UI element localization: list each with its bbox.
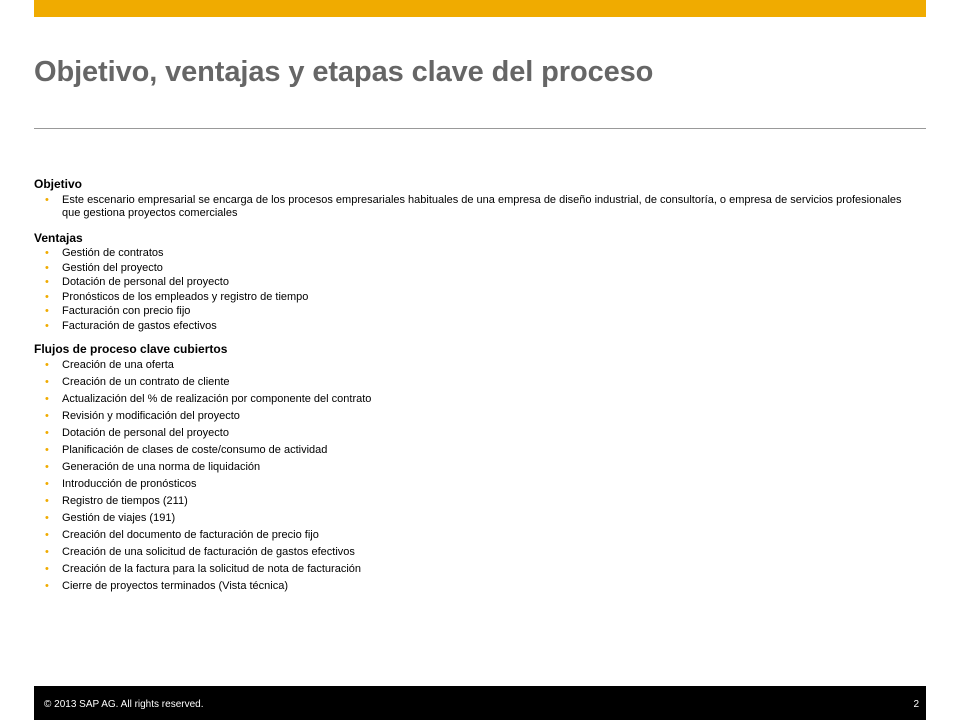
bullet-dot-icon: • [45,563,49,575]
page-number: 2 [913,699,919,710]
bullet-dot-icon: • [45,305,49,317]
list-item-text: Facturación con precio fijo [62,305,191,317]
list-item [34,580,914,593]
list-item-text: Creación de una solicitud de facturación de gastos efectivos [62,546,355,558]
copyright-text: © 2013 SAP AG. All rights reserved. [44,699,204,710]
list-item [34,277,914,288]
list-item [34,427,914,440]
list-item-text: Revisión y modificación del proyecto [62,410,240,422]
list-item-text: Creación del documento de facturación de precio fijo [62,529,319,541]
slide-content [34,178,914,605]
footer-bar [34,686,926,720]
bullet-dot-icon: • [45,410,49,422]
list-item [34,546,914,559]
bullet-list [34,359,914,593]
bullet-dot-icon: • [45,546,49,558]
list-item [34,321,914,332]
list-item [34,410,914,423]
list-item-text: Este escenario empresarial se encarga de los procesos empresariales habituales de una empresa de diseño industrial, de consultoría, o empresa de servicios profesionales que gestiona proyectos comerciales [62,194,902,219]
list-item [34,194,914,220]
bullet-list [34,194,914,220]
section-objetivo [34,178,914,220]
list-item [34,376,914,389]
list-item-text: Creación de la factura para la solicitud de nota de facturación [62,563,362,575]
bullet-dot-icon: • [45,247,49,259]
list-item-text: Cierre de proyectos terminados (Vista técnica) [62,580,289,592]
bullet-dot-icon: • [45,512,49,524]
list-item-text: Gestión de viajes (191) [62,512,176,524]
list-item-text: Gestión del proyecto [62,261,163,274]
bullet-dot-icon: • [45,376,49,388]
list-item-text: Creación de una oferta [62,359,174,371]
section-heading: Ventajas [34,231,83,245]
list-item-text: Pronósticos de los empleados y registro de tiempo [62,290,309,303]
list-item [34,393,914,406]
list-item [34,495,914,508]
bullet-dot-icon: • [45,427,49,439]
list-item-text: Dotación de personal del proyecto [62,276,229,288]
list-item [34,306,914,317]
slide-title: Objetivo, ventajas y etapas clave del proceso [34,56,654,88]
bullet-dot-icon: • [45,478,49,490]
bullet-dot-icon: • [45,359,49,371]
list-item-text: Facturación de gastos efectivos [62,319,217,332]
list-item [34,529,914,542]
section-flujos [34,343,914,593]
section-heading: Flujos de proceso clave cubiertos [34,342,228,356]
list-item [34,512,914,525]
list-item-text: Introducción de pronósticos [62,478,197,490]
list-item [34,248,914,259]
list-item-text: Planificación de clases de coste/consumo de actividad [62,444,328,456]
list-item-text: Generación de una norma de liquidación [62,461,261,473]
list-item [34,563,914,576]
bullet-dot-icon: • [45,461,49,473]
list-item [34,461,914,474]
bullet-dot-icon: • [45,393,49,405]
bullet-dot-icon: • [45,495,49,507]
bullet-dot-icon: • [45,261,49,274]
list-item-text: Actualización del % de realización por componente del contrato [62,393,372,405]
list-item [34,444,914,457]
bullet-dot-icon: • [45,444,49,456]
list-item-text: Dotación de personal del proyecto [62,427,229,439]
bullet-dot-icon: • [45,194,49,206]
section-heading: Objetivo [34,177,83,191]
bullet-dot-icon: • [45,290,49,303]
title-divider [34,128,926,129]
list-item [34,292,914,303]
bullet-list [34,248,914,331]
top-accent-bar [34,0,926,17]
bullet-dot-icon: • [45,276,49,288]
section-ventajas [34,232,914,331]
list-item [34,359,914,372]
bullet-dot-icon: • [45,580,49,592]
bullet-dot-icon: • [45,529,49,541]
list-item [34,478,914,491]
list-item-text: Gestión de contratos [62,247,164,259]
list-item-text: Creación de un contrato de cliente [62,376,230,388]
bullet-dot-icon: • [45,319,49,332]
list-item [34,263,914,274]
list-item-text: Registro de tiempos (211) [62,495,188,507]
